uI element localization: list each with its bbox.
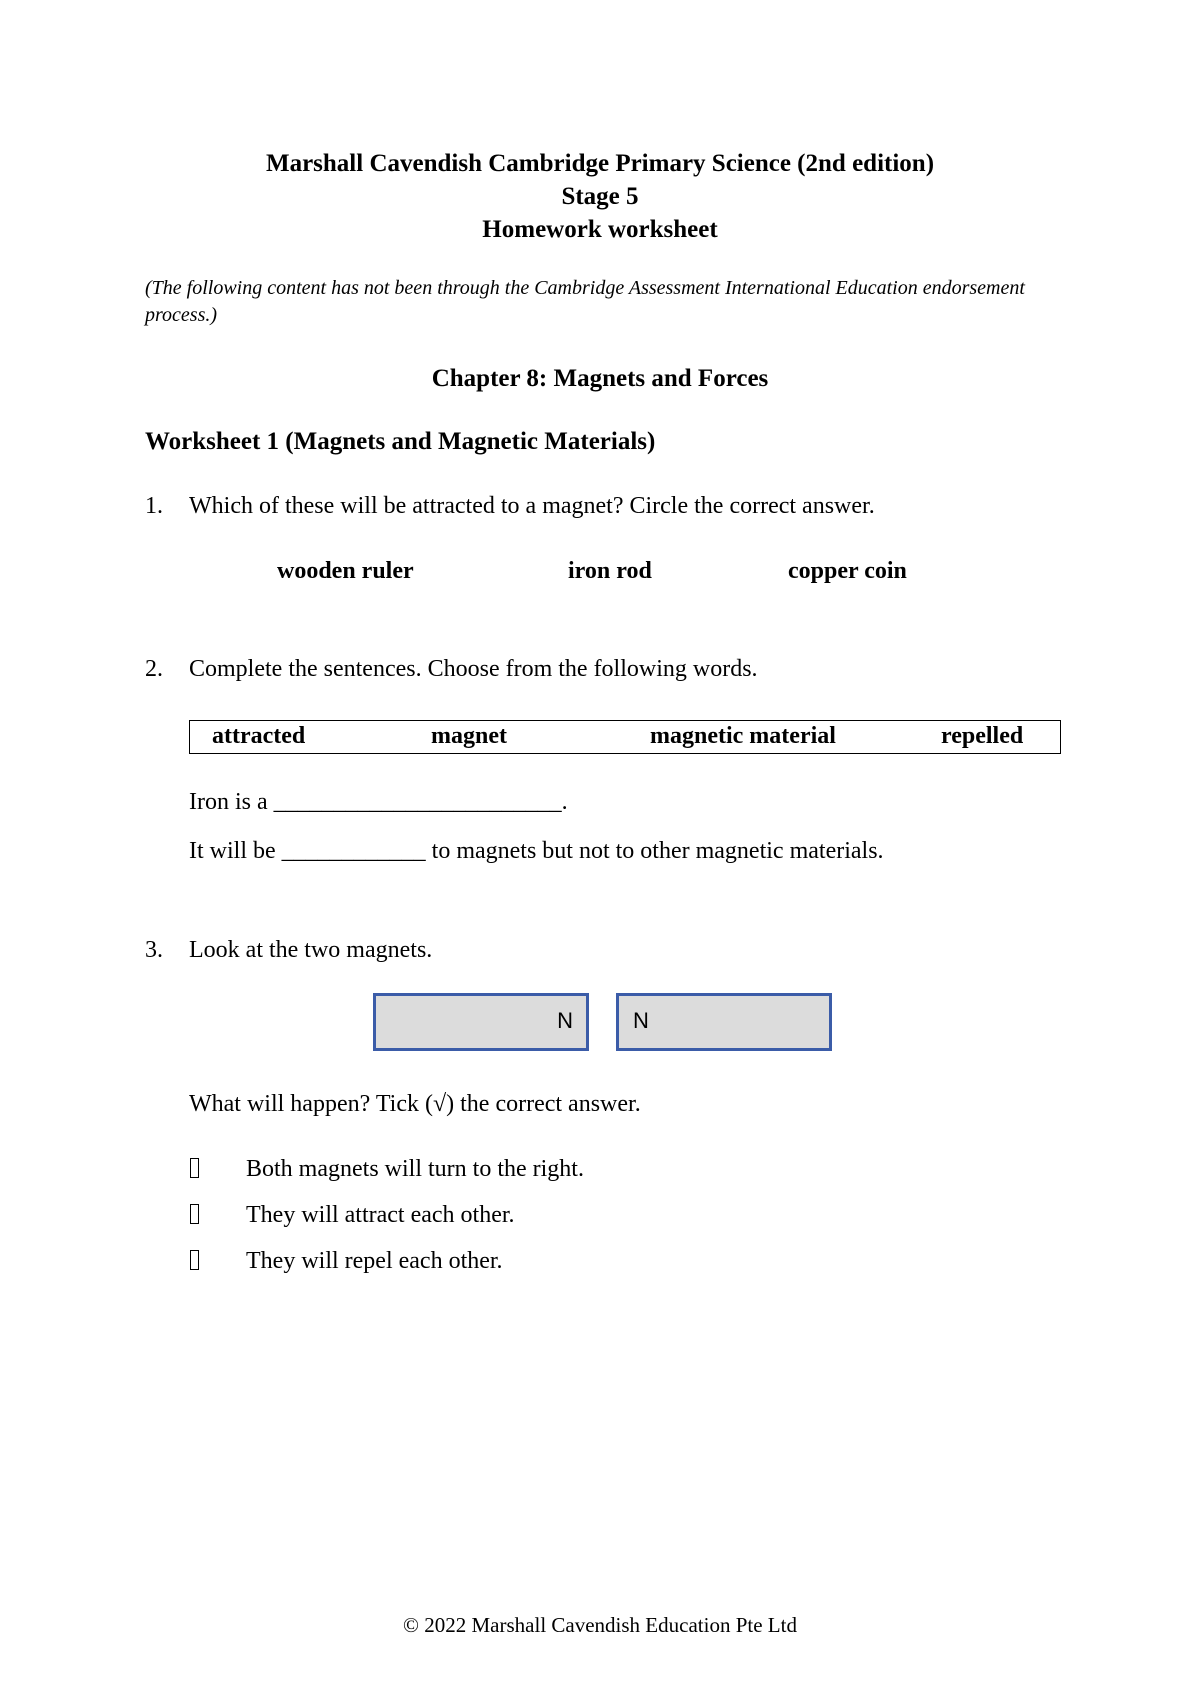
question-text: Which of these will be attracted to a magnet? Circle the correct answer. xyxy=(189,493,875,519)
question-text: Complete the sentences. Choose from the following words. xyxy=(189,656,758,682)
word-bank xyxy=(189,720,1061,754)
chapter-title: Chapter 8: Magnets and Forces xyxy=(431,365,769,392)
word-bank-item: magnetic material xyxy=(650,723,836,749)
bar-magnet-right xyxy=(616,993,832,1051)
question-number: 1. xyxy=(145,493,163,519)
tick-box[interactable] xyxy=(190,1158,199,1178)
copyright-footer: © 2022 Marshall Cavendish Education Pte Ltd xyxy=(403,1613,797,1637)
tick-instruction: What will happen? Tick (√) the correct answer. xyxy=(189,1091,641,1117)
word-bank-item: magnet xyxy=(431,723,507,749)
fill-in-sentence-2[interactable]: It will be ____________ to magnets but not to other magnetic materials. xyxy=(189,838,884,864)
word-bank-item: repelled xyxy=(941,723,1024,749)
word-bank-item: attracted xyxy=(212,723,306,749)
answer-option-iron-rod[interactable]: iron rod xyxy=(568,558,652,584)
tick-box[interactable] xyxy=(190,1204,199,1224)
choice-label: Both magnets will turn to the right. xyxy=(246,1156,584,1182)
choice-label: They will attract each other. xyxy=(246,1202,515,1228)
answer-option-copper-coin[interactable]: copper coin xyxy=(788,558,907,584)
bar-magnet-left xyxy=(373,993,589,1051)
worksheet-title: Worksheet 1 (Magnets and Magnetic Materials) xyxy=(145,428,656,455)
endorsement-note: (The following content has not been through the Cambridge Assessment International Education endorsement process.) xyxy=(145,277,1025,326)
stage-label: Stage 5 xyxy=(561,183,639,210)
question-text: Look at the two magnets. xyxy=(189,937,433,963)
answer-option-wooden-ruler[interactable]: wooden ruler xyxy=(277,558,414,584)
worksheet-type: Homework worksheet xyxy=(482,216,718,243)
fill-in-sentence-1[interactable]: Iron is a ________________________. xyxy=(189,789,568,815)
north-pole-label: N xyxy=(557,1008,573,1033)
tick-box[interactable] xyxy=(190,1250,199,1270)
choice-label: They will repel each other. xyxy=(246,1248,503,1274)
question-number: 3. xyxy=(145,937,163,963)
north-pole-label: N xyxy=(633,1008,649,1033)
document-title: Marshall Cavendish Cambridge Primary Science (2nd edition) xyxy=(265,150,935,177)
question-number: 2. xyxy=(145,656,163,682)
